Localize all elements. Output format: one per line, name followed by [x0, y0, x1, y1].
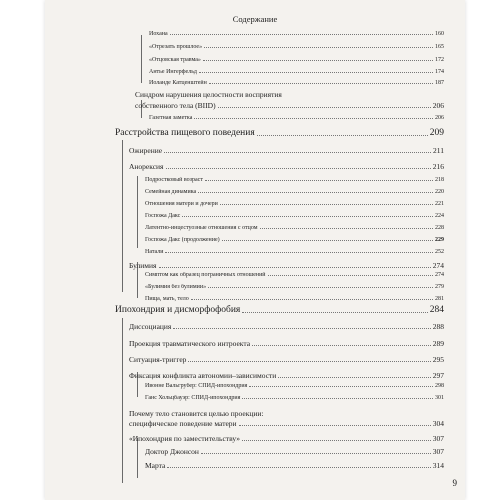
toc-entry-page: 252 — [435, 249, 444, 255]
toc-entry[interactable] — [145, 213, 444, 219]
toc-entry-title: Анорексия — [129, 162, 164, 171]
toc-entry[interactable] — [149, 80, 444, 86]
toc-leader — [222, 239, 433, 241]
toc-entry-page: 314 — [432, 461, 444, 470]
toc-entry-title: специфическое поведение матери — [129, 419, 237, 428]
toc-entry-title: Йоланде Катценштейн — [149, 80, 207, 86]
toc-entry-title: «Отрезать прошлое» — [149, 44, 203, 50]
toc-entry-title: Натали — [145, 249, 164, 255]
toc-entry[interactable] — [129, 162, 444, 171]
toc-entry[interactable] — [145, 249, 444, 255]
toc-entry-page: 298 — [435, 383, 444, 389]
toc-entry-page: 216 — [432, 162, 444, 171]
toc-entry-page: 160 — [435, 31, 444, 37]
toc-entry[interactable] — [129, 371, 444, 380]
toc-entry-title: Госпожа Дакс (продолжение) — [145, 237, 220, 243]
toc-leader — [173, 327, 430, 329]
toc-entry-title: Синдром нарушения целостности восприятия — [135, 90, 282, 99]
toc-entry-title: Симптом как образец пограничных отношений — [145, 272, 266, 278]
toc-entry-title: Доктор Джонсон — [145, 447, 199, 456]
toc-section-title: Ипохондрия и дисморфофобия — [115, 305, 241, 315]
toc-entry-page: 174 — [435, 69, 444, 75]
toc-entry[interactable] — [149, 69, 444, 75]
toc-entry-title: Ситуация-триггер — [129, 355, 187, 364]
toc-entry[interactable] — [129, 339, 444, 348]
toc-entry[interactable] — [145, 225, 444, 231]
toc-entry[interactable] — [149, 57, 444, 63]
toc-rule — [122, 140, 123, 292]
toc-entry-page: 228 — [435, 225, 444, 231]
toc-rule — [137, 176, 138, 248]
toc-entry-title: Проекция травматического интроекта — [129, 339, 251, 348]
toc-entry-title: Ожирение — [129, 146, 163, 155]
toc-entry[interactable] — [145, 201, 444, 207]
toc-leader — [268, 274, 434, 276]
toc-entry-page: 206 — [432, 101, 444, 110]
toc-leader — [203, 59, 433, 61]
toc-leader — [242, 311, 427, 313]
toc-section-page: 284 — [429, 305, 444, 315]
toc-entry-title: Марта — [145, 461, 166, 470]
page-number: 9 — [452, 478, 457, 488]
toc-leader — [182, 215, 433, 217]
toc-entry-page: 289 — [432, 339, 444, 348]
toc-entry-page: 187 — [435, 80, 444, 86]
toc-leader — [159, 266, 431, 268]
toc-leader — [209, 82, 433, 84]
toc-entry-page: 301 — [435, 395, 444, 401]
toc-entry[interactable] — [145, 237, 444, 243]
toc-entry[interactable] — [149, 115, 444, 121]
book-page — [45, 0, 465, 500]
toc-entry-title: Пища, мать, тело — [145, 296, 189, 302]
toc-entry-page: 307 — [432, 434, 444, 443]
toc-entry-title: «Ипохондрия по заместительству» — [129, 434, 241, 443]
toc-section-page: 209 — [429, 128, 444, 138]
toc-leader — [260, 227, 434, 229]
toc-entry-title: Отношения матери и дочери — [145, 201, 218, 207]
toc-entry[interactable] — [145, 383, 444, 389]
toc-entry[interactable] — [145, 177, 444, 183]
toc-entry[interactable] — [145, 447, 444, 456]
toc-entry-page: 211 — [433, 146, 444, 155]
toc-entry-title: Госпожа Дакс — [145, 213, 181, 219]
toc-entry-page: 224 — [435, 213, 444, 219]
page-header: Содержание — [232, 14, 278, 24]
toc-entry-title: Ганс Хольцбауэр: СПИД-ипохондрия — [145, 395, 241, 401]
toc-leader — [167, 466, 430, 468]
toc-entry-page: 220 — [435, 189, 444, 195]
toc-entry-title: Йохана — [149, 31, 168, 37]
toc-leader — [278, 376, 430, 378]
toc-entry-title: Ивонне Вальгрубер: СПИД-ипохондрия — [145, 383, 248, 389]
toc-entry-title: Антье Ингерфельд — [149, 69, 197, 75]
toc-leader — [165, 251, 433, 253]
toc-leader — [220, 203, 433, 205]
toc-entry[interactable] — [145, 461, 444, 470]
toc-entry-title: Почему тело становится целью проекции: — [129, 409, 264, 418]
toc-section[interactable] — [115, 128, 444, 138]
toc-leader — [239, 424, 431, 426]
toc-leader — [249, 385, 433, 387]
toc-entry[interactable] — [129, 261, 444, 270]
toc-entry-page: 274 — [435, 272, 444, 278]
toc-entry-page: 229 — [435, 237, 444, 243]
toc-entry[interactable] — [129, 322, 444, 331]
toc-leader — [257, 134, 428, 136]
toc-entry[interactable] — [129, 419, 444, 428]
toc-entry-title: Семейная динамика — [145, 189, 197, 195]
toc-entry[interactable] — [129, 409, 444, 418]
toc-entry[interactable] — [129, 434, 444, 443]
toc-leader — [242, 397, 433, 399]
toc-section-title: Расстройства пищевого поведения — [115, 128, 255, 138]
toc-rule — [141, 35, 142, 83]
toc-entry[interactable] — [145, 395, 444, 401]
toc-leader — [188, 360, 430, 362]
toc-leader — [205, 179, 433, 181]
toc-entry-page: 304 — [432, 419, 444, 428]
toc-section[interactable] — [115, 305, 444, 315]
toc-entry[interactable] — [145, 284, 444, 290]
toc-entry-title: Фиксация конфликта автономии–зависимости — [129, 371, 277, 380]
toc-entry-page: 218 — [435, 177, 444, 183]
toc-rule — [137, 438, 138, 478]
toc-leader — [199, 71, 433, 73]
toc-entry-title: Булимия — [129, 261, 157, 270]
toc-entry-page: 165 — [435, 44, 444, 50]
toc-entry-page: 307 — [432, 447, 444, 456]
toc-entry-title: Латентно-инцестуозные отношения с отцом — [145, 225, 258, 231]
toc-entry-title: «Отцовская травма» — [149, 57, 201, 63]
toc-leader — [166, 167, 431, 169]
toc-leader — [164, 151, 431, 153]
toc-entry-title: Газетная заметка — [149, 115, 193, 121]
toc-leader — [208, 286, 433, 288]
toc-entry[interactable] — [129, 146, 444, 155]
toc-entry-page: 274 — [432, 261, 444, 270]
toc-leader — [198, 191, 433, 193]
toc-entry[interactable] — [135, 90, 444, 99]
toc-entry[interactable] — [149, 31, 444, 37]
toc-leader — [242, 439, 431, 441]
toc-entry-page: 281 — [435, 296, 444, 302]
toc-leader — [191, 298, 433, 300]
table-of-contents — [45, 0, 465, 500]
toc-entry[interactable] — [129, 355, 444, 364]
toc-entry-page: 206 — [435, 115, 444, 121]
toc-leader — [252, 344, 431, 346]
toc-leader — [204, 46, 433, 48]
toc-entry-page: 295 — [432, 355, 444, 364]
toc-rule — [122, 318, 123, 483]
toc-leader — [194, 117, 433, 119]
toc-entry-title: Подростковый возраст — [145, 177, 203, 183]
toc-entry-page: 297 — [432, 371, 444, 380]
toc-leader — [218, 106, 431, 108]
toc-entry-page: 172 — [435, 57, 444, 63]
toc-entry-page: 288 — [432, 322, 444, 331]
toc-entry-title: Диссоциация — [129, 322, 172, 331]
toc-leader — [170, 33, 433, 35]
toc-entry-title: собственного тела (BIID) — [135, 101, 216, 110]
toc-entry[interactable] — [145, 272, 444, 278]
toc-entry[interactable] — [135, 101, 444, 110]
toc-entry[interactable] — [145, 189, 444, 195]
toc-entry[interactable] — [145, 296, 444, 302]
toc-entry-title: «Булимия без булимии» — [145, 284, 207, 290]
toc-entry[interactable] — [149, 44, 444, 50]
toc-entry-page: 279 — [435, 284, 444, 290]
toc-entry-page: 221 — [435, 201, 444, 207]
toc-leader — [201, 452, 431, 454]
